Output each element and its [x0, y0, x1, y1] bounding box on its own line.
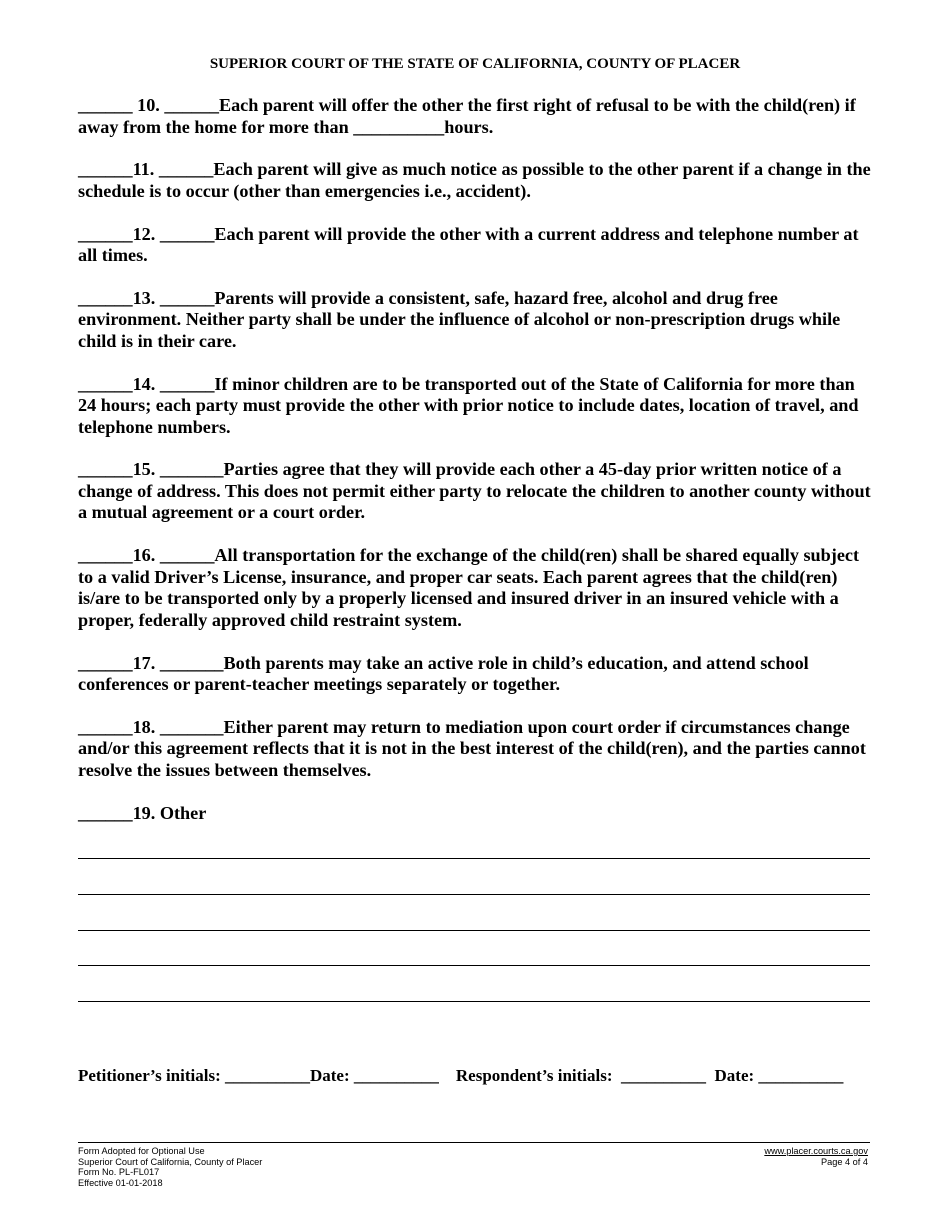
- write-in-line[interactable]: [78, 930, 870, 931]
- write-in-line[interactable]: [78, 1001, 870, 1002]
- provision-13: ______13. ______Parents will provide a consistent, safe, hazard free, alcohol and drug free environment. Neither party shall be under the influence of alcohol or non-prescription drugs while child is in their care.: [78, 287, 841, 351]
- write-in-line[interactable]: [78, 858, 870, 859]
- write-in-line[interactable]: [78, 894, 870, 895]
- provision-19-other: ______19. Other: [78, 802, 207, 823]
- footer-effective-date: Effective 01-01-2018: [78, 1177, 163, 1188]
- court-website-link[interactable]: www.placer.courts.ca.gov: [764, 1146, 868, 1156]
- provisions-list: [78, 95, 873, 845]
- provision-18: ______18. _______Either parent may return to mediation upon court order if circumstances change and/or this agreement reflects that it is not in the best interest of the child(ren), and the parties cannot resolve the issues between themselves.: [78, 716, 866, 780]
- footer-adopted: Form Adopted for Optional Use: [78, 1146, 205, 1156]
- footer-court: Superior Court of California, County of Placer: [78, 1156, 263, 1167]
- footer-form-number: Form No. PL-FL017: [78, 1167, 160, 1178]
- footer-divider: [78, 1142, 870, 1143]
- provision-17: ______17. _______Both parents may take an active role in child’s education, and attend school conferences or parent-teacher meetings separately or together.: [78, 652, 809, 695]
- court-header: SUPERIOR COURT OF THE STATE OF CALIFORNIA, COUNTY OF PLACER: [209, 56, 741, 72]
- footer-form-info: [78, 1146, 262, 1188]
- provision-15: ______15. _______Parties agree that they will provide each other a 45-day prior written notice of a change of address. This does not permit either party to relocate the children to another county without a mutual agreement or a court order.: [78, 459, 871, 523]
- provision-14: ______14. ______If minor children are to be transported out of the State of California for more than 24 hours; each party must provide the other with prior notice to include dates, location of travel, and telephone numbers.: [78, 373, 859, 437]
- provision-16: ______16. ______All transportation for the exchange of the child(ren) shall be shared equally subject to a valid Driver’s License, insurance, and proper car seats. Each parent agrees that the child(ren) is/are to be transported only by a properly licensed and insured driver in an insured vehicle with a proper, federally approved child restraint system.: [78, 545, 860, 630]
- provision-12: ______12. ______Each parent will provide the other with a current address and telephone number at all times.: [78, 223, 859, 266]
- page-number: Page 4 of 4: [821, 1156, 868, 1167]
- write-in-line[interactable]: [78, 965, 870, 966]
- footer-page-info: [764, 1146, 868, 1167]
- provision-10: ______ 10. ______Each parent will offer the other the first right of refusal to be with the child(ren) if away from the home for more than __________hours.: [78, 95, 856, 137]
- other-write-in-lines: [78, 858, 870, 1037]
- provision-11: ______11. ______Each parent will give as much notice as possible to the other parent if a change in the schedule is to occur (other than emergencies i.e., accident).: [78, 159, 871, 201]
- initials-date-line: Petitioner’s initials: __________Date: __________ Respondent’s initials: __________ Date: __________: [78, 1066, 844, 1085]
